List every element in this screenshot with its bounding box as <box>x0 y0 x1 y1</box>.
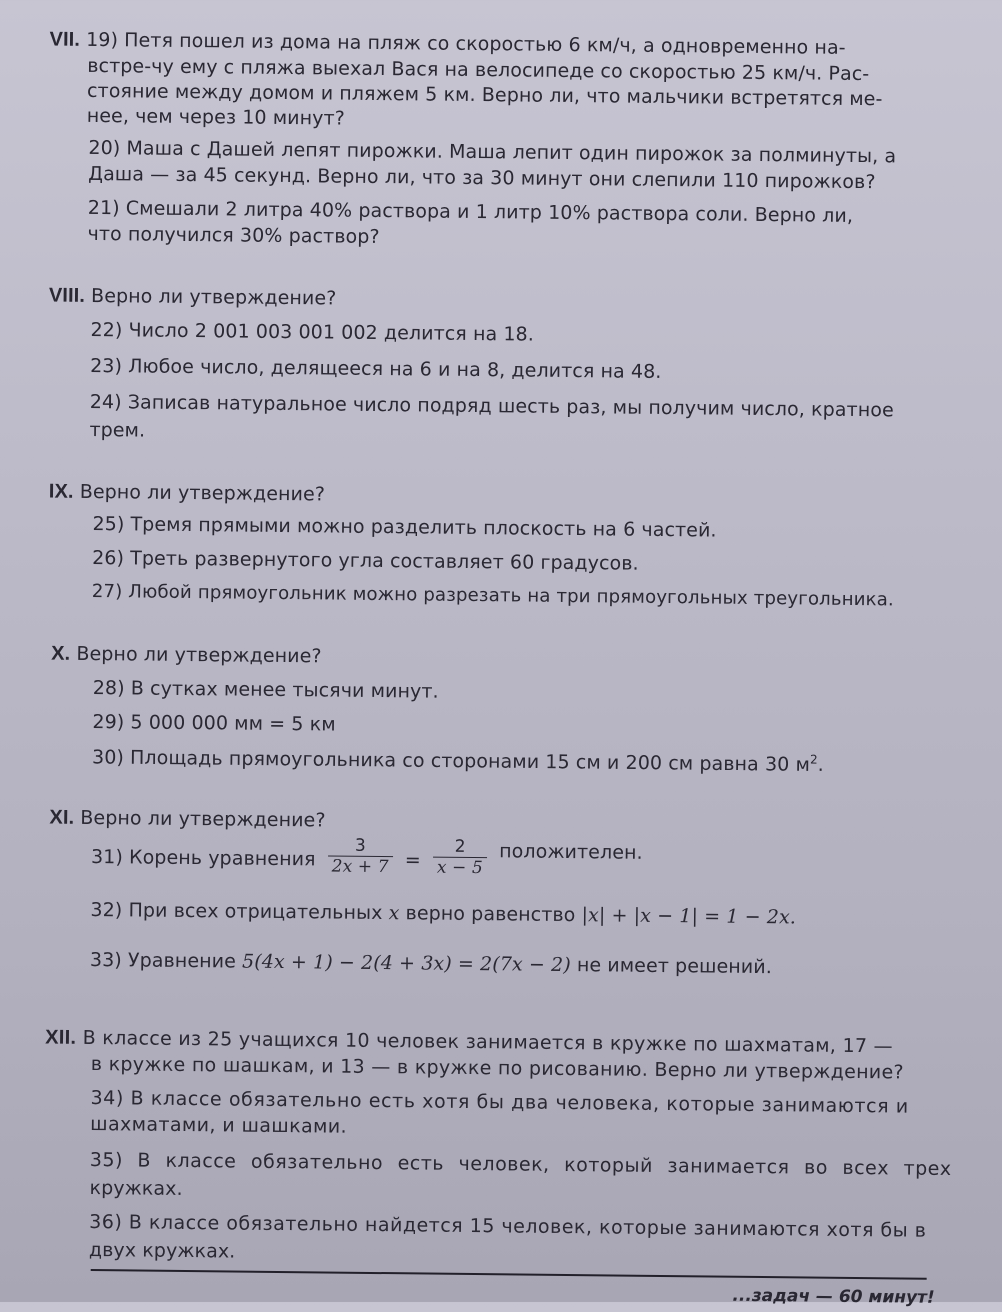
section-12-intro-line-2: в кружке по шашкам, и 13 — в кружке по рисованию. Верно ли утверждение? <box>90 1053 904 1084</box>
text: 32) При всех отрицательных <box>90 898 383 925</box>
heading-text: Верно ли утверждение? <box>79 480 326 506</box>
section-10-heading <box>51 643 322 669</box>
fraction <box>328 835 393 877</box>
problem-19-line-4: нее, чем через 10 минут? <box>86 104 345 130</box>
problem-35-line-1: 35) В классе обязательно есть человек, который занимается во всех трех <box>89 1149 952 1181</box>
section-8-heading <box>49 285 337 311</box>
section-numeral: VIII. <box>48 284 86 307</box>
numerator: 3 <box>354 835 366 856</box>
equals: = <box>404 849 421 872</box>
problem-31 <box>91 837 643 884</box>
variable: x <box>388 902 400 925</box>
superscript: 2 <box>809 752 818 767</box>
text: 31) Корень уравнения <box>90 846 316 871</box>
problem-29: 29) 5 000 000 мм = 5 км <box>92 711 336 736</box>
problem-25: 25) Тремя прямыми можно разделить плоскость на 6 частей. <box>92 512 717 542</box>
heading-text: Верно ли утверждение? <box>80 806 326 832</box>
problem-20-line-1: 20) Маша с Дашей лепят пирожки. Маша лепит один пирожок за полминуты, а <box>88 136 897 168</box>
section-numeral: XI. <box>49 806 75 829</box>
problem-19-line-3: стояние между домом и пляжем 5 км. Верно ли, что мальчики встретятся ме- <box>86 79 883 111</box>
text: положителен. <box>499 840 643 864</box>
section-numeral: IX. <box>48 480 74 503</box>
problem-21-line-1: 21) Смешали 2 литра 40% раствора и 1 литр 10% раствора соли. Верно ли, <box>87 196 854 227</box>
section-numeral: VII. <box>49 28 81 51</box>
equation: 5(4x + 1) − 2(4 + 3x) = 2(7x − 2) <box>241 950 571 977</box>
heading-text: Верно ли утверждение? <box>76 642 322 668</box>
numerator: 2 <box>454 836 466 857</box>
text: 33) Уравнение <box>89 948 237 973</box>
denominator: x − 5 <box>433 857 487 879</box>
problem-22: 22) Число 2 001 003 001 002 делится на 18. <box>90 318 535 346</box>
fraction <box>433 837 487 879</box>
footer-note: ...задач — 60 минут! <box>732 1285 935 1308</box>
denominator: 2x + 7 <box>328 855 393 877</box>
section-numeral: XII. <box>45 1026 77 1049</box>
text: верно равенство <box>405 902 576 927</box>
problem-30 <box>92 745 824 776</box>
problem-34-line-2: шахматами, и шашками. <box>90 1113 348 1138</box>
problem-32 <box>90 899 796 928</box>
problem-27: 27) Любой прямоугольник можно разрезать на три прямоугольных треугольника. <box>91 580 894 611</box>
problem-24-line-2: трем. <box>89 418 146 442</box>
problem-33 <box>90 949 772 978</box>
problem-21-line-2: что получился 30% раствор? <box>87 222 380 248</box>
text: 19) Петя пошел из дома на пляж со скоростью 6 км/ч, а одновременно на- <box>86 28 846 59</box>
heading-text: Верно ли утверждение? <box>91 284 337 310</box>
problem-34-line-1: 34) В классе обязательно есть хотя бы два человека, которые занимаются и <box>90 1087 909 1118</box>
problem-28: 28) В сутках менее тысячи минут. <box>92 677 439 703</box>
problem-19-line-2: встре-чу ему с пляжа выехал Вася на велосипеде со скоростью 25 км/ч. Рас- <box>87 54 870 86</box>
problem-23: 23) Любое число, делящееся на 6 и на 8, делится на 48. <box>90 354 662 383</box>
text: В классе из 25 учащихся 10 человек занимается в кружке по шахматам, 17 — <box>82 1026 894 1058</box>
text: 30) Площадь прямоугольника со сторонами 15 см и 200 см равна 30 м <box>91 746 811 776</box>
divider-rule <box>91 1269 927 1280</box>
text: не имеет решений. <box>576 954 773 979</box>
section-9-heading <box>49 481 325 507</box>
section-11-heading <box>49 807 325 833</box>
problem-20-line-2: Даша — за 45 секунд. Верно ли, что за 30 минут они слепили 110 пирожков? <box>88 162 876 194</box>
section-numeral: X. <box>51 642 71 665</box>
text: . <box>817 753 824 776</box>
equation: |x| + |x − 1| = 1 − 2x. <box>581 904 797 929</box>
problem-36-line-1: 36) В классе обязательно найдется 15 человек, которые занимаются хотя бы в <box>89 1211 927 1242</box>
problem-36-line-2: двух кружках. <box>88 1239 236 1263</box>
problem-35-line-2: кружках. <box>89 1177 183 1200</box>
problem-26: 26) Треть развернутого угла составляет 60 градусов. <box>92 546 639 575</box>
problem-24-line-1: 24) Записав натуральное число подряд шесть раз, мы получим число, кратное <box>89 390 894 422</box>
